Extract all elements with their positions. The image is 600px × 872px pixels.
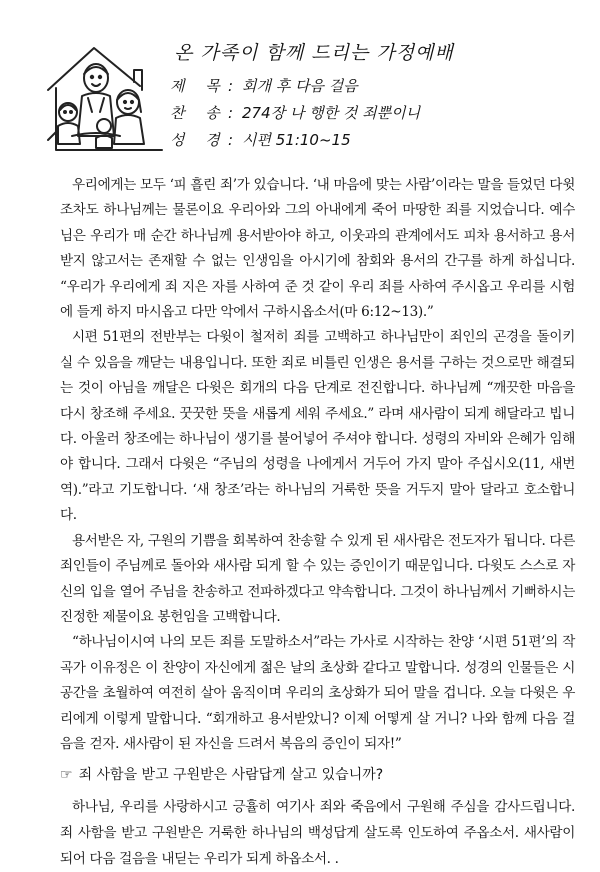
scripture: 시편 51:10~15: [242, 131, 351, 149]
paragraph: 용서받은 자, 구원의 기쁨을 회복하여 찬송할 수 있게 된 새사람은 전도자가 됩니다. 다른 죄인들이 주님께로 돌아와 새사람 되게 할 수 있는 증인이기 때문입니다. 다윗도 스스로 자신의 입을 열어 주님을 찬송하고 전파하겠다고 약속합니다. 그것이 하나님께서 기뻐하시는 진정한 제물이요 봉헌임을 고백합니다.: [60, 532, 575, 625]
paragraph: “하나님이시여 나의 모든 죄를 도말하소서”라는 가사로 시작하는 찬양 ‘시편 51편’의 작곡가 이유정은 이 찬양이 자신에게 젊은 날의 초상화 같다고 말합니다. 성경의 인물들은 시공간을 초월하여 여전히 살아 움직이며 우리의 초상화가 되어 말을 겁니다. 오늘 다윗은 우리에게 이렇게 말합니다. “회개하고 용서받았니? 이제 어떻게 살 거니? 나와 함께 다음 걸음을 걷자. 새사람이 된 자신을 드려서 복음의 증인이 되자!”: [60, 634, 575, 752]
meta-title-row: [170, 73, 590, 100]
prayer: 하나님, 우리를 사랑하시고 긍휼히 여기사 죄와 죽음에서 구원해 주심을 감사드립니다. 죄 사함을 받고 구원받은 거룩한 하나님의 백성답게 살도록 인도하여 주옵소서. 새사람이 되어 다음 걸음을 내딛는 우리가 되게 하옵소서. .: [60, 799, 575, 867]
pointing-hand-icon: ☞: [60, 767, 73, 784]
paragraph: 시편 51편의 전반부는 다윗이 철저히 죄를 고백하고 하나님만이 죄인의 곤경을 돌이키실 수 있음을 깨닫는 내용입니다. 또한 죄로 비틀린 인생은 용서를 구하는 것으로만 해결되는 것이 아님을 깨달은 다윗은 회개의 다음 단계로 전진합니다. 하나님께 “깨끗한 마음을 다시 창조해 주세요. 꿋꿋한 뜻을 새롭게 세워 주세요.” 라며 새사람이 되게 해달라고 빕니다. 아울러 창조에는 하나님이 생기를 불어넣어 주셔야 합니다. 성령의 자비와 은혜가 임해야 합니다. 그래서 다윗은 “주님의 성령을 나에게서 거두어 가지 말아 주십시오(11, 새번역).”라고 기도합니다. ‘새 창조’라는 하나님의 거룩한 뜻을 거두지 말아 달라고 호소합니다.: [60, 329, 575, 524]
hymn: 274장 나 행한 것 죄뿐이니: [242, 104, 421, 122]
meta-label: 성 경: [170, 131, 228, 149]
sermon-title: 회개 후 다음 걸음: [242, 77, 358, 95]
meta-hymn-row: [170, 100, 590, 127]
meta-colon: :: [228, 131, 234, 149]
worship-title: 온 가족이 함께 드리는 가정예배: [174, 42, 454, 64]
meta-colon: :: [228, 104, 234, 122]
family-house-icon: [42, 40, 182, 162]
header: [170, 38, 590, 154]
meta-colon: :: [228, 77, 234, 95]
meta-scripture-row: [170, 127, 590, 154]
question-text: 죄 사함을 받고 구원받은 사람답게 살고 있습니까?: [78, 767, 384, 784]
meta-label: 제 목: [170, 77, 228, 95]
sermon-body: [60, 173, 575, 872]
meta-label: 찬 송: [170, 104, 228, 122]
paragraph: 우리에게는 모두 ‘피 흘린 죄’가 있습니다. ‘내 마음에 맞는 사람’이라는 말을 들었던 다윗조차도 하나님께는 물론이요 우리아와 그의 아내에게 죽어 마땅한 죄를 지었습니다. 예수님은 우리가 매 순간 하나님께 용서받아야 하고, 이웃과의 관계에서도 피차 용서하고 용서받지 않고서는 존재할 수 없는 인생임을 아시기에 참회와 용서의 간구를 하게 하십니다. “우리가 우리에게 죄 지은 자를 사하여 준 것 같이 우리 죄를 사하여 주시옵고 우리를 시험에 들게 하지 마시옵고 다만 악에서 구하시옵소서(마 6:12~13).”: [60, 177, 575, 321]
reflection-question: [60, 763, 575, 787]
